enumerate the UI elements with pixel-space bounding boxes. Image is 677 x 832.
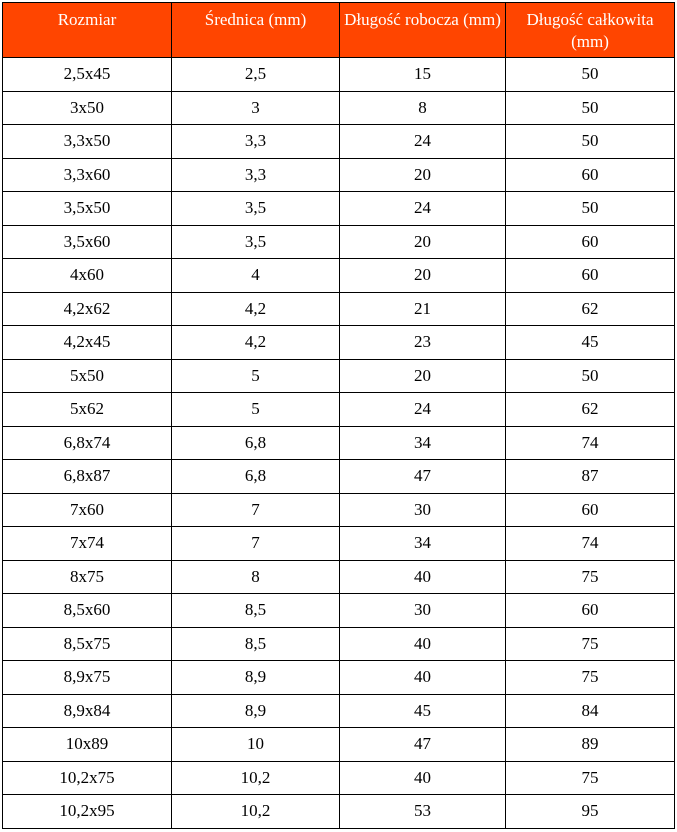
- cell-total-length: 84: [506, 694, 675, 728]
- cell-size: 6,8x87: [3, 460, 172, 494]
- cell-working-length: 45: [340, 694, 506, 728]
- table-row: [3, 125, 675, 159]
- cell-diameter: 8: [172, 560, 340, 594]
- cell-total-length: 50: [506, 58, 675, 92]
- cell-total-length: 87: [506, 460, 675, 494]
- dimensions-table: [2, 2, 675, 829]
- cell-working-length: 24: [340, 125, 506, 159]
- table-row: [3, 292, 675, 326]
- cell-working-length: 34: [340, 426, 506, 460]
- cell-size: 3,3x60: [3, 158, 172, 192]
- cell-size: 4,2x62: [3, 292, 172, 326]
- table-row: [3, 58, 675, 92]
- cell-total-length: 60: [506, 158, 675, 192]
- cell-working-length: 30: [340, 594, 506, 628]
- cell-working-length: 34: [340, 527, 506, 561]
- table-row: [3, 661, 675, 695]
- header-working-length: Długość robocza (mm): [340, 3, 506, 58]
- cell-size: 10,2x95: [3, 795, 172, 829]
- cell-diameter: 10,2: [172, 761, 340, 795]
- cell-size: 7x60: [3, 493, 172, 527]
- cell-diameter: 10,2: [172, 795, 340, 829]
- cell-total-length: 89: [506, 728, 675, 762]
- cell-diameter: 3,3: [172, 158, 340, 192]
- cell-diameter: 8,9: [172, 694, 340, 728]
- cell-size: 10,2x75: [3, 761, 172, 795]
- cell-diameter: 8,5: [172, 594, 340, 628]
- cell-total-length: 62: [506, 393, 675, 427]
- cell-working-length: 40: [340, 627, 506, 661]
- cell-working-length: 20: [340, 359, 506, 393]
- table-row: [3, 694, 675, 728]
- table-row: [3, 192, 675, 226]
- cell-size: 8,5x60: [3, 594, 172, 628]
- cell-diameter: 4: [172, 259, 340, 293]
- table-row: [3, 594, 675, 628]
- table-row: [3, 393, 675, 427]
- cell-total-length: 75: [506, 560, 675, 594]
- cell-size: 5x50: [3, 359, 172, 393]
- table-row: [3, 359, 675, 393]
- cell-working-length: 47: [340, 728, 506, 762]
- cell-total-length: 74: [506, 426, 675, 460]
- cell-total-length: 60: [506, 594, 675, 628]
- table-body: [3, 58, 675, 829]
- cell-diameter: 3,5: [172, 225, 340, 259]
- cell-working-length: 47: [340, 460, 506, 494]
- cell-diameter: 5: [172, 359, 340, 393]
- cell-diameter: 10: [172, 728, 340, 762]
- cell-total-length: 75: [506, 761, 675, 795]
- cell-working-length: 20: [340, 158, 506, 192]
- table-row: [3, 493, 675, 527]
- table-row: [3, 225, 675, 259]
- cell-diameter: 8,9: [172, 661, 340, 695]
- cell-working-length: 40: [340, 661, 506, 695]
- table-row: [3, 795, 675, 829]
- cell-diameter: 3,3: [172, 125, 340, 159]
- cell-diameter: 7: [172, 527, 340, 561]
- table-row: [3, 761, 675, 795]
- cell-working-length: 24: [340, 192, 506, 226]
- table-row: [3, 91, 675, 125]
- cell-size: 3x50: [3, 91, 172, 125]
- cell-total-length: 74: [506, 527, 675, 561]
- table-row: [3, 426, 675, 460]
- cell-diameter: 4,2: [172, 292, 340, 326]
- cell-size: 10x89: [3, 728, 172, 762]
- cell-diameter: 3,5: [172, 192, 340, 226]
- table-row: [3, 560, 675, 594]
- table-row: [3, 460, 675, 494]
- table-row: [3, 627, 675, 661]
- cell-size: 2,5x45: [3, 58, 172, 92]
- cell-working-length: 20: [340, 225, 506, 259]
- table-header: [3, 3, 675, 58]
- cell-size: 7x74: [3, 527, 172, 561]
- cell-working-length: 30: [340, 493, 506, 527]
- cell-diameter: 3: [172, 91, 340, 125]
- cell-diameter: 6,8: [172, 426, 340, 460]
- cell-size: 8,9x75: [3, 661, 172, 695]
- cell-size: 3,5x50: [3, 192, 172, 226]
- cell-size: 3,3x50: [3, 125, 172, 159]
- header-size: Rozmiar: [3, 3, 172, 58]
- cell-size: 4x60: [3, 259, 172, 293]
- table-row: [3, 158, 675, 192]
- cell-diameter: 8,5: [172, 627, 340, 661]
- cell-size: 4,2x45: [3, 326, 172, 360]
- cell-size: 6,8x74: [3, 426, 172, 460]
- cell-total-length: 60: [506, 225, 675, 259]
- cell-size: 5x62: [3, 393, 172, 427]
- cell-total-length: 95: [506, 795, 675, 829]
- cell-diameter: 4,2: [172, 326, 340, 360]
- cell-diameter: 6,8: [172, 460, 340, 494]
- cell-diameter: 2,5: [172, 58, 340, 92]
- cell-total-length: 60: [506, 259, 675, 293]
- table-row: [3, 259, 675, 293]
- cell-total-length: 50: [506, 125, 675, 159]
- table-row: [3, 326, 675, 360]
- cell-total-length: 50: [506, 192, 675, 226]
- cell-working-length: 8: [340, 91, 506, 125]
- cell-working-length: 23: [340, 326, 506, 360]
- cell-size: 8,9x84: [3, 694, 172, 728]
- cell-working-length: 40: [340, 761, 506, 795]
- header-diameter: Średnica (mm): [172, 3, 340, 58]
- header-row: [3, 3, 675, 58]
- cell-working-length: 53: [340, 795, 506, 829]
- cell-working-length: 40: [340, 560, 506, 594]
- cell-size: 8x75: [3, 560, 172, 594]
- cell-working-length: 24: [340, 393, 506, 427]
- cell-total-length: 50: [506, 91, 675, 125]
- cell-size: 3,5x60: [3, 225, 172, 259]
- cell-working-length: 21: [340, 292, 506, 326]
- cell-diameter: 5: [172, 393, 340, 427]
- cell-size: 8,5x75: [3, 627, 172, 661]
- cell-total-length: 75: [506, 661, 675, 695]
- cell-total-length: 45: [506, 326, 675, 360]
- cell-total-length: 62: [506, 292, 675, 326]
- cell-working-length: 20: [340, 259, 506, 293]
- cell-diameter: 7: [172, 493, 340, 527]
- table-row: [3, 527, 675, 561]
- cell-total-length: 50: [506, 359, 675, 393]
- table-row: [3, 728, 675, 762]
- cell-working-length: 15: [340, 58, 506, 92]
- cell-total-length: 75: [506, 627, 675, 661]
- cell-total-length: 60: [506, 493, 675, 527]
- header-total-length: Długość całkowita (mm): [506, 3, 675, 58]
